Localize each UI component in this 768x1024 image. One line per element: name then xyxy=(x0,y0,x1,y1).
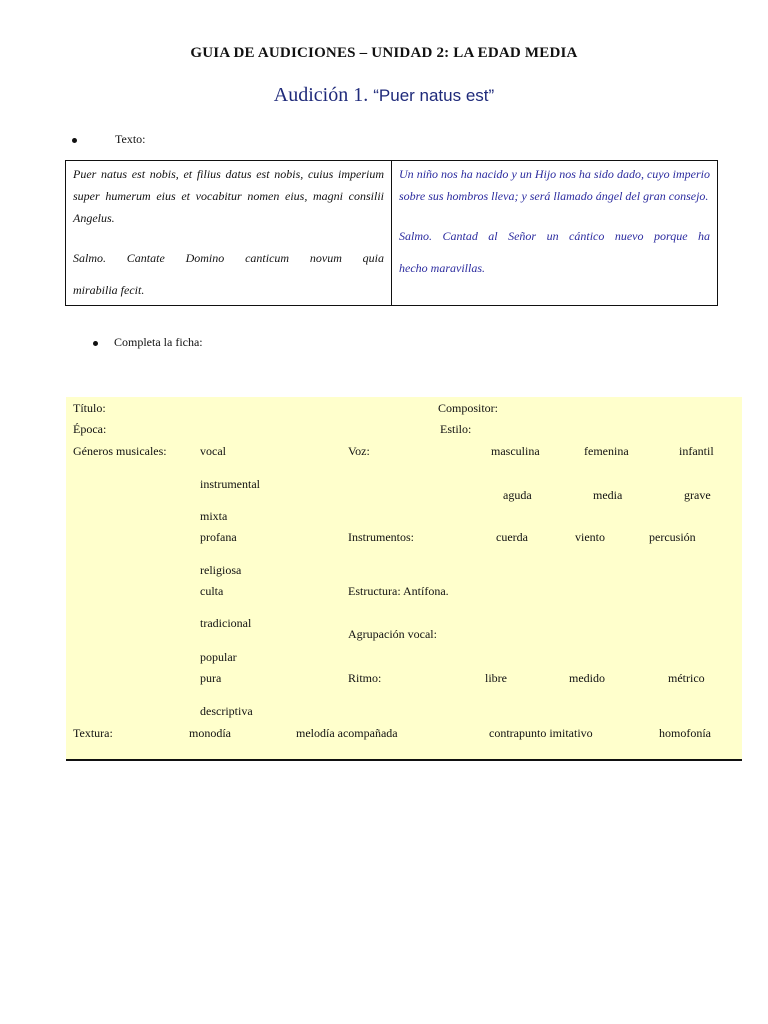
option-medido[interactable]: medido xyxy=(569,671,605,685)
bullet-icon xyxy=(72,138,77,143)
bullet-texto xyxy=(72,132,146,147)
estructura-label: Estructura: Antífona. xyxy=(348,584,449,598)
audition-number: Audición 1. xyxy=(273,84,374,106)
option-profana[interactable]: profana xyxy=(200,530,237,544)
option-pura[interactable]: pura xyxy=(200,671,222,685)
document-header: GUIA DE AUDICIONES – UNIDAD 2: LA EDAD MEDIA xyxy=(190,45,578,61)
option-mixta[interactable]: mixta xyxy=(200,509,228,523)
ritmo-label: Ritmo: xyxy=(348,671,382,685)
option-vocal[interactable]: vocal xyxy=(200,444,226,458)
estilo-label: Estilo: xyxy=(440,422,472,436)
textura-label: Textura: xyxy=(73,726,113,740)
option-popular[interactable]: popular xyxy=(200,650,237,664)
option-culta[interactable]: culta xyxy=(200,584,224,598)
voz-label: Voz: xyxy=(348,444,370,458)
compositor-label: Compositor: xyxy=(438,401,499,415)
option-aguda[interactable]: aguda xyxy=(503,488,532,502)
option-infantil[interactable]: infantil xyxy=(679,444,714,458)
latin-text-cell xyxy=(66,161,392,306)
piece-name: “Puer natus est” xyxy=(373,86,495,105)
latin-psalm-end: mirabilia fecit. xyxy=(73,283,145,297)
option-tradicional[interactable]: tradicional xyxy=(200,616,252,630)
titulo-label: Título: xyxy=(73,401,106,415)
spanish-text-cell xyxy=(392,161,718,306)
latin-verse: Puer natus est nobis, et filius datus est nobis, cuius imperium super humerum eius et vocabitur nomen eius, magni consilii Angelus. xyxy=(73,167,384,225)
spanish-psalm-end: hecho maravillas. xyxy=(399,261,485,275)
option-monodia[interactable]: monodía xyxy=(189,726,231,740)
latin-psalm: Salmo. Cantate Domino canticum novum quia xyxy=(73,251,384,265)
option-metrico[interactable]: métrico xyxy=(668,671,705,685)
option-homofonia[interactable]: homofonía xyxy=(659,726,711,740)
option-melodia-acompanada[interactable]: melodía acompañada xyxy=(296,726,398,740)
bullet-texto-label: Texto: xyxy=(115,132,146,146)
option-cuerda[interactable]: cuerda xyxy=(496,530,528,544)
option-femenina[interactable]: femenina xyxy=(584,444,629,458)
option-viento[interactable]: viento xyxy=(575,530,605,544)
ficha-form xyxy=(66,397,742,761)
option-instrumental[interactable]: instrumental xyxy=(200,477,260,491)
option-media[interactable]: media xyxy=(593,488,623,502)
option-contrapunto-imitativo[interactable]: contrapunto imitativo xyxy=(489,726,593,740)
audition-title xyxy=(0,84,768,107)
spanish-psalm: Salmo. Cantad al Señor un cántico nuevo porque ha xyxy=(399,229,710,243)
bullet-completa-label: Completa la ficha: xyxy=(114,335,203,349)
option-descriptiva[interactable]: descriptiva xyxy=(200,704,253,718)
agrupacion-label: Agrupación vocal: xyxy=(348,627,437,641)
option-grave[interactable]: grave xyxy=(684,488,711,502)
lyrics-table xyxy=(65,160,718,306)
bullet-completa xyxy=(97,335,203,350)
epoca-label: Época: xyxy=(73,422,107,436)
option-libre[interactable]: libre xyxy=(485,671,507,685)
bullet-icon xyxy=(93,341,98,346)
option-masculina[interactable]: masculina xyxy=(491,444,540,458)
option-religiosa[interactable]: religiosa xyxy=(200,563,242,577)
generos-label: Géneros musicales: xyxy=(73,444,167,458)
instrumentos-label: Instrumentos: xyxy=(348,530,414,544)
option-percusion[interactable]: percusión xyxy=(649,530,696,544)
spanish-verse: Un niño nos ha nacido y un Hijo nos ha sido dado, cuyo imperio sobre sus hombros lleva; y será llamado ángel del gran consejo. xyxy=(399,167,710,203)
